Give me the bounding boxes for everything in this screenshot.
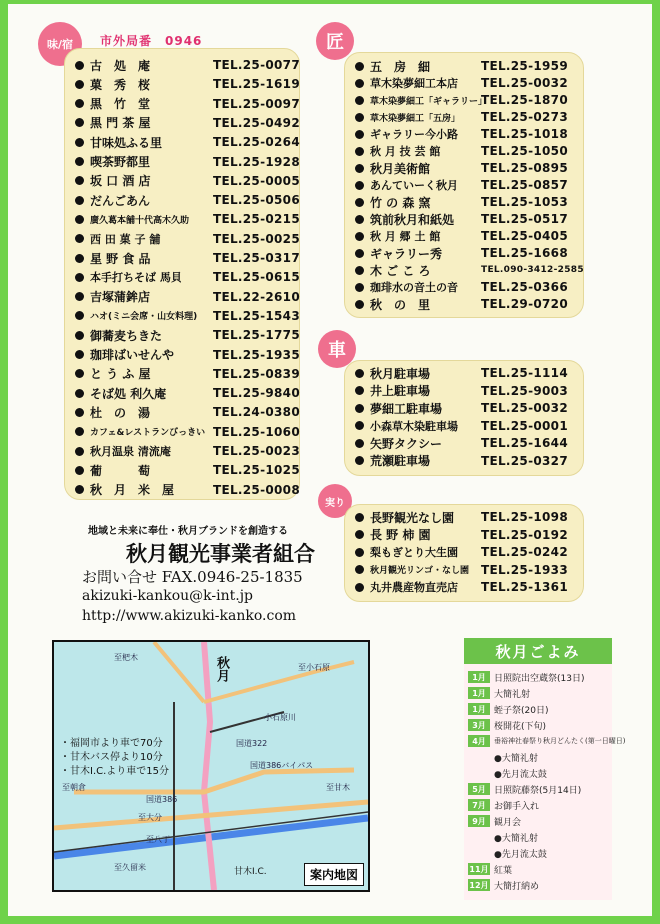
calendar-month: 4月 bbox=[468, 735, 490, 747]
map-label-box: 案内地図 bbox=[304, 863, 364, 886]
calendar-entry bbox=[468, 814, 521, 828]
shop-name: 珈琲ばいせんや bbox=[90, 348, 175, 362]
map-place: 国道386 bbox=[146, 795, 178, 804]
bullet-icon bbox=[75, 447, 84, 456]
shop-name: 荒瀬駐車場 bbox=[370, 454, 431, 468]
shop-name: あんていーく秋月 bbox=[370, 179, 458, 192]
bullet-icon bbox=[355, 232, 364, 241]
bullet-icon bbox=[75, 176, 84, 185]
map-place: 至大分 bbox=[138, 813, 162, 822]
area-code: 市外局番 0946 bbox=[100, 34, 203, 48]
calendar-month: 9月 bbox=[468, 815, 490, 827]
phone-number: TEL.25-0008 bbox=[213, 482, 300, 497]
calendar-entry bbox=[468, 734, 625, 748]
shop-name: と う ふ 屋 bbox=[90, 367, 151, 382]
calendar-event: 紅葉 bbox=[494, 865, 513, 876]
calendar-entry bbox=[468, 702, 548, 716]
phone-number: TEL.25-1098 bbox=[481, 510, 568, 524]
phone-number: TEL.29-0720 bbox=[481, 297, 568, 311]
shop-name: 草木染夢細工本店 bbox=[370, 77, 458, 90]
seasonal-calendar bbox=[464, 638, 626, 900]
bullet-icon bbox=[355, 79, 364, 88]
shop-name: カフェ&レストランびっきい bbox=[90, 428, 206, 439]
calendar-month: 1月 bbox=[468, 671, 490, 683]
calendar-entry bbox=[468, 846, 547, 860]
list-item bbox=[65, 267, 299, 287]
list-item bbox=[65, 287, 299, 307]
bullet-icon bbox=[75, 61, 84, 70]
calendar-event: ●先月流太鼓 bbox=[494, 769, 547, 780]
calendar-event: 日照院出空蔵祭(13日) bbox=[494, 673, 585, 684]
shop-name: 長野観光なし園 bbox=[370, 510, 455, 525]
shop-name: 秋 月 郷 土 館 bbox=[370, 230, 441, 243]
calendar-month: 5月 bbox=[468, 783, 490, 795]
phone-number: TEL.25-1933 bbox=[481, 562, 568, 577]
phone-number: TEL.25-0192 bbox=[481, 527, 568, 542]
bullet-icon bbox=[355, 421, 364, 430]
list-item bbox=[65, 325, 299, 345]
phone-number: TEL.25-1870 bbox=[481, 93, 568, 107]
list-item bbox=[65, 74, 299, 94]
map-place: 国道322 bbox=[236, 739, 268, 748]
calendar-event: ●大簡礼射 bbox=[494, 833, 538, 844]
phone-number: TEL.25-1644 bbox=[481, 436, 568, 450]
bullet-icon bbox=[355, 530, 364, 539]
map-direction-1: ・福岡市より車で70分 bbox=[60, 738, 163, 749]
calendar-title: 秋月ごよみ bbox=[464, 638, 612, 664]
phone-number: TEL.25-1361 bbox=[481, 580, 568, 594]
calendar-event: 日照院藤祭(5月14日) bbox=[494, 785, 582, 796]
phone-number: TEL.25-0615 bbox=[213, 270, 300, 285]
shop-name: 秋月駐車場 bbox=[370, 366, 431, 381]
list-item bbox=[65, 209, 299, 229]
bullet-icon bbox=[355, 513, 364, 522]
phone-number: TEL.25-0317 bbox=[213, 251, 300, 265]
calendar-entry bbox=[468, 798, 539, 812]
phone-number: TEL.25-0025 bbox=[213, 231, 300, 246]
map-direction-2: ・甘木バス停より10分 bbox=[60, 752, 163, 763]
shop-name: 草木染夢細工「五房」 bbox=[370, 113, 461, 124]
phone-number: TEL.25-0032 bbox=[481, 76, 568, 90]
bullet-icon bbox=[355, 565, 364, 574]
bullet-icon bbox=[355, 96, 364, 105]
bullet-icon bbox=[75, 350, 84, 359]
org-tagline: 地域と未来に奉仕・秋月ブランドを創造する bbox=[88, 526, 288, 537]
calendar-event: 蛭子祭(20日) bbox=[494, 705, 549, 716]
shop-name: 星 野 食 品 bbox=[90, 251, 151, 266]
shop-name: 五 房 細 bbox=[370, 59, 431, 74]
shop-name: 草木染夢細工「ギャラリー」 bbox=[370, 96, 488, 107]
phone-number: TEL.25-0097 bbox=[213, 96, 300, 111]
list-item bbox=[65, 190, 299, 210]
shop-name: 御蕎麦ちきた bbox=[90, 328, 163, 343]
list-item bbox=[345, 294, 583, 314]
list-item bbox=[65, 55, 299, 75]
bullet-icon bbox=[355, 215, 364, 224]
phone-number: TEL.22-2610 bbox=[213, 289, 300, 304]
shop-name: 坂 口 酒 店 bbox=[90, 174, 151, 189]
phone-number: TEL.25-0215 bbox=[213, 212, 300, 227]
phone-number: TEL.25-0273 bbox=[481, 110, 568, 124]
phone-number: TEL.25-0242 bbox=[481, 545, 568, 559]
list-item bbox=[65, 94, 299, 114]
bullet-icon bbox=[75, 273, 84, 282]
shop-name: 菓 秀 桜 bbox=[90, 77, 151, 92]
phone-number: TEL.25-9003 bbox=[481, 383, 568, 398]
phone-number: TEL.25-0032 bbox=[481, 401, 568, 415]
list-item bbox=[65, 460, 299, 480]
map-place: 至八丁 bbox=[146, 835, 170, 844]
shop-name: 秋月温泉 清流庵 bbox=[90, 445, 171, 458]
bullet-icon bbox=[75, 485, 84, 494]
phone-number: TEL.25-1668 bbox=[481, 246, 568, 260]
phone-number: TEL.25-0895 bbox=[481, 161, 568, 175]
phone-number: TEL.25-0023 bbox=[213, 444, 300, 458]
phone-number: TEL.090-3412-2585 bbox=[481, 265, 584, 275]
shop-name: 廣久葛本舗十代高木久助 bbox=[90, 215, 190, 226]
map-place: 甘木I.C. bbox=[234, 867, 267, 877]
guide-map bbox=[52, 640, 370, 892]
calendar-event: 桜開花(下旬) bbox=[494, 721, 547, 732]
phone-number: TEL.25-1619 bbox=[213, 77, 300, 92]
brochure-page bbox=[8, 4, 652, 916]
bullet-icon bbox=[355, 369, 364, 378]
shop-name: 秋 月 技 芸 館 bbox=[370, 145, 441, 158]
bullet-icon bbox=[355, 300, 364, 309]
list-item bbox=[65, 171, 299, 191]
calendar-event: 観月会 bbox=[494, 817, 522, 828]
phone-number: TEL.25-0001 bbox=[481, 418, 568, 433]
map-direction-3: ・甘木I.C.より車で15分 bbox=[60, 766, 170, 777]
list-item bbox=[345, 451, 583, 471]
shop-name: だんごあん bbox=[90, 193, 151, 208]
craft-panel bbox=[344, 52, 584, 318]
bullet-icon bbox=[355, 130, 364, 139]
calendar-month: 7月 bbox=[468, 799, 490, 811]
parking-panel bbox=[344, 360, 584, 476]
phone-number: TEL.25-0857 bbox=[481, 178, 568, 192]
shop-name: 長 野 柿 園 bbox=[370, 528, 431, 542]
parking-badge: 車 bbox=[318, 330, 356, 368]
bullet-icon bbox=[75, 157, 84, 166]
bullet-icon bbox=[355, 439, 364, 448]
calendar-entry bbox=[468, 750, 538, 764]
phone-number: TEL.25-1935 bbox=[213, 347, 300, 362]
bullet-icon bbox=[75, 311, 84, 320]
shop-name: ギャラリー今小路 bbox=[370, 128, 458, 141]
calendar-event: 垂裕神社春祭り秋月どんたく(第一日曜日) bbox=[494, 737, 626, 745]
shop-name: 甘味処ふる里 bbox=[90, 135, 163, 150]
shop-name: 木 ご こ ろ bbox=[370, 263, 431, 278]
food-lodging-badge: 味/宿 bbox=[38, 22, 82, 66]
food-panel bbox=[64, 48, 300, 500]
harvest-panel bbox=[344, 504, 584, 602]
bullet-icon bbox=[355, 198, 364, 207]
list-item bbox=[345, 577, 583, 597]
shop-name: 矢野タクシー bbox=[370, 436, 443, 451]
calendar-entry bbox=[468, 670, 584, 684]
list-item bbox=[65, 422, 299, 442]
shop-name: 竹 の 森 窯 bbox=[370, 195, 431, 210]
shop-name: 黒 門 茶 屋 bbox=[90, 116, 151, 131]
bullet-icon bbox=[75, 369, 84, 378]
calendar-event: ●先月流太鼓 bbox=[494, 849, 547, 860]
list-item bbox=[65, 132, 299, 152]
phone-number: TEL.25-0366 bbox=[481, 280, 568, 294]
map-town-label: 秋月 bbox=[214, 656, 229, 682]
shop-name: 葡 萄 bbox=[90, 463, 151, 478]
shop-name: 丸井農産物直売店 bbox=[370, 581, 458, 594]
bullet-icon bbox=[355, 583, 364, 592]
calendar-event: 大簡礼射 bbox=[494, 689, 531, 700]
shop-name: ギャラリー秀 bbox=[370, 246, 443, 261]
map-place: 至杷木 bbox=[114, 653, 138, 662]
calendar-event: 大簡打納め bbox=[494, 881, 540, 892]
shop-name: 本手打ちそば 馬貝 bbox=[90, 271, 182, 285]
map-place: 至朝倉 bbox=[62, 783, 86, 792]
calendar-entry bbox=[468, 718, 546, 732]
bullet-icon bbox=[75, 254, 84, 263]
phone-number: TEL.25-0506 bbox=[213, 193, 300, 208]
bullet-icon bbox=[355, 386, 364, 395]
bullet-icon bbox=[75, 408, 84, 417]
calendar-entry bbox=[468, 686, 530, 700]
map-place: 国道386バイパス bbox=[250, 761, 314, 770]
calendar-entry bbox=[468, 766, 547, 780]
calendar-month: 11月 bbox=[469, 864, 489, 874]
bullet-icon bbox=[355, 147, 364, 156]
list-item bbox=[65, 480, 299, 500]
bullet-icon bbox=[75, 80, 84, 89]
phone-number: TEL.24-0380 bbox=[213, 405, 300, 420]
phone-number: TEL.25-1114 bbox=[481, 366, 568, 380]
bullet-icon bbox=[355, 283, 364, 292]
list-item bbox=[65, 402, 299, 422]
list-item bbox=[65, 306, 299, 326]
map-place: 至小石原 bbox=[298, 663, 330, 672]
calendar-entry bbox=[468, 782, 581, 796]
shop-name: 吉塚蒲鉾店 bbox=[90, 290, 151, 305]
calendar-month: 12月 bbox=[469, 880, 489, 890]
shop-name: 夢細工駐車場 bbox=[370, 401, 443, 416]
shop-name: 秋 月 米 屋 bbox=[90, 483, 175, 498]
phone-number: TEL.25-0492 bbox=[213, 115, 300, 130]
list-item bbox=[65, 345, 299, 365]
shop-name: 筑前秋月和紙処 bbox=[370, 212, 455, 227]
phone-number: TEL.25-0264 bbox=[213, 135, 300, 150]
phone-number: TEL.25-0405 bbox=[481, 229, 568, 243]
phone-number: TEL.25-0327 bbox=[481, 453, 568, 468]
phone-number: TEL.25-1025 bbox=[213, 463, 300, 478]
list-item bbox=[65, 441, 299, 461]
phone-number: TEL.25-0005 bbox=[213, 173, 300, 188]
shop-name: 西 田 菓 子 舗 bbox=[90, 232, 161, 246]
list-item bbox=[65, 229, 299, 249]
shop-name: ハオ(ミニ会席・山女料理) bbox=[90, 312, 198, 323]
bullet-icon bbox=[75, 138, 84, 147]
bullet-icon bbox=[75, 292, 84, 301]
bullet-icon bbox=[75, 389, 84, 398]
bullet-icon bbox=[355, 62, 364, 71]
phone-number: TEL.25-1959 bbox=[481, 59, 568, 73]
shop-name: 梨もぎとり大生園 bbox=[370, 546, 458, 559]
calendar-event: お御手入れ bbox=[494, 801, 540, 812]
bullet-icon bbox=[355, 181, 364, 190]
bullet-icon bbox=[75, 331, 84, 340]
craft-badge: 匠 bbox=[316, 22, 354, 60]
phone-number: TEL.25-0077 bbox=[213, 58, 300, 72]
list-item bbox=[65, 364, 299, 384]
list-item bbox=[65, 383, 299, 403]
bullet-icon bbox=[75, 215, 84, 224]
shop-name: 杜 の 湯 bbox=[90, 405, 151, 420]
shop-name: 井上駐車場 bbox=[370, 384, 431, 398]
list-item bbox=[65, 248, 299, 268]
bullet-icon bbox=[75, 118, 84, 127]
calendar-month: 3月 bbox=[468, 719, 490, 731]
shop-name: 珈琲水の音土の音 bbox=[370, 281, 458, 294]
bullet-icon bbox=[355, 404, 364, 413]
calendar-month: 1月 bbox=[468, 703, 490, 715]
list-item bbox=[65, 152, 299, 172]
bullet-icon bbox=[75, 196, 84, 205]
phone-number: TEL.25-1543 bbox=[213, 308, 300, 323]
list-item bbox=[65, 113, 299, 133]
calendar-month: 1月 bbox=[468, 687, 490, 699]
bullet-icon bbox=[75, 466, 84, 475]
bullet-icon bbox=[355, 266, 364, 275]
bullet-icon bbox=[355, 456, 364, 465]
phone-number: TEL.25-1060 bbox=[213, 424, 300, 439]
map-place: 小石原川 bbox=[264, 713, 296, 722]
phone-number: TEL.25-9840 bbox=[213, 386, 300, 401]
calendar-entry bbox=[468, 878, 539, 892]
org-contact: お問い合せ FAX.0946-25-1835 bbox=[82, 568, 303, 586]
bullet-icon bbox=[355, 113, 364, 122]
shop-name: 秋月美術館 bbox=[370, 161, 431, 176]
map-place: 至久留米 bbox=[114, 863, 146, 872]
shop-name: 黒 竹 堂 bbox=[90, 97, 151, 112]
shop-name: 秋 の 里 bbox=[370, 297, 431, 312]
bullet-icon bbox=[75, 234, 84, 243]
shop-name: 古 処 庵 bbox=[90, 58, 151, 73]
phone-number: TEL.25-1775 bbox=[213, 328, 300, 343]
phone-number: TEL.25-1928 bbox=[213, 154, 300, 169]
calendar-event: ●大簡礼射 bbox=[494, 753, 538, 764]
calendar-entry bbox=[468, 862, 512, 876]
bullet-icon bbox=[355, 249, 364, 258]
phone-number: TEL.25-1018 bbox=[481, 127, 568, 141]
phone-number: TEL.25-0517 bbox=[481, 212, 568, 226]
shop-name: 喫茶野都里 bbox=[90, 155, 151, 169]
org-url[interactable]: http://www.akizuki-kanko.com bbox=[82, 608, 297, 624]
shop-name: 秋月観光リンゴ・なし園 bbox=[370, 566, 470, 576]
bullet-icon bbox=[355, 548, 364, 557]
phone-number: TEL.25-1050 bbox=[481, 144, 568, 158]
map-place: 至甘木 bbox=[326, 783, 350, 792]
bullet-icon bbox=[75, 99, 84, 108]
org-name: 秋月観光事業者組合 bbox=[126, 541, 315, 566]
org-email[interactable]: akizuki-kankou@k-int.jp bbox=[82, 588, 254, 604]
phone-number: TEL.25-0839 bbox=[213, 366, 300, 381]
shop-name: そば処 利久庵 bbox=[90, 386, 167, 401]
phone-number: TEL.25-1053 bbox=[481, 195, 568, 209]
bullet-icon bbox=[355, 164, 364, 173]
shop-name: 小森草木染駐車場 bbox=[370, 419, 458, 433]
harvest-badge: 実り bbox=[318, 484, 352, 518]
calendar-entry bbox=[468, 830, 538, 844]
bullet-icon bbox=[75, 427, 84, 436]
